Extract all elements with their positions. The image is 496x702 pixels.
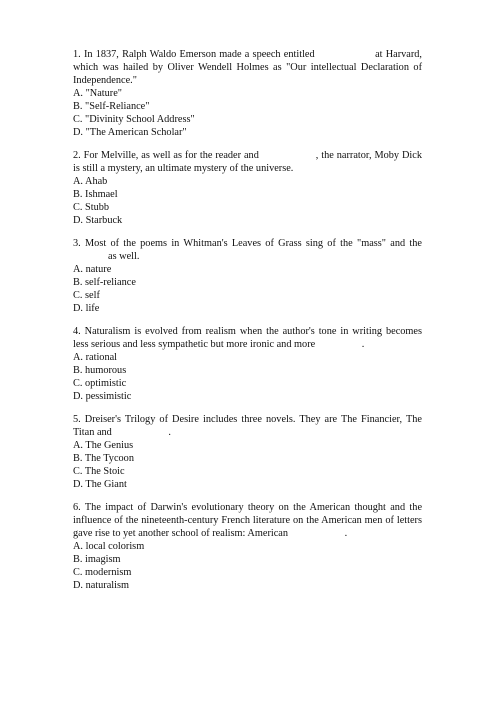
stem-text-before: Dreiser's Trilogy of Desire includes three novels. They are The Financier, The Titan and	[73, 414, 422, 438]
option-c: C. self	[73, 290, 100, 301]
stem-text-after: .	[344, 528, 348, 539]
question-5	[73, 413, 422, 491]
option-a: A. The Genius	[73, 440, 134, 451]
stem-text-before: For Melville, as well as for the reader and	[83, 150, 259, 161]
option-b: B. The Tycoon	[73, 453, 134, 464]
stem-text-before: Naturalism is evolved from realism when the author's tone in writing becomes less serious and less sympathetic but more ironic and more	[73, 326, 422, 350]
option-d: D. The Giant	[73, 479, 127, 490]
option-b: B. imagism	[73, 554, 121, 565]
option-a: A. rational	[73, 352, 118, 363]
question-stem	[73, 149, 422, 175]
stem-text-before: Most of the poems in Whitman's Leaves of Grass sing of the "mass" and the	[85, 238, 422, 249]
option-list	[73, 351, 422, 403]
stem-text-before: The impact of Darwin's evolutionary theory on the American thought and the influence of the nineteenth-century French literature on the American men of letters gave rise to yet another school of realism: American	[73, 502, 423, 539]
option-d: D. life	[73, 303, 100, 314]
option-c: C. The Stoic	[73, 466, 125, 477]
option-d: D. naturalism	[73, 580, 130, 591]
option-c: C. modernism	[73, 567, 132, 578]
option-a: A. Ahab	[73, 176, 108, 187]
question-4	[73, 325, 422, 403]
question-2	[73, 149, 422, 227]
option-c: C. optimistic	[73, 378, 127, 389]
question-3	[73, 237, 422, 315]
question-number: 3.	[73, 238, 81, 249]
question-stem	[73, 237, 422, 263]
option-list	[73, 87, 422, 139]
option-a: A. nature	[73, 264, 112, 275]
question-1	[73, 48, 422, 139]
option-d: D. Starbuck	[73, 215, 123, 226]
option-c: C. Stubb	[73, 202, 110, 213]
option-b: B. humorous	[73, 365, 127, 376]
question-stem	[73, 325, 422, 351]
option-b: B. Ishmael	[73, 189, 118, 200]
question-number: 4.	[73, 326, 81, 337]
option-a: A. local colorism	[73, 541, 145, 552]
option-list	[73, 540, 422, 592]
stem-text-after: .	[361, 339, 365, 350]
question-stem	[73, 413, 422, 439]
stem-text-after: .	[168, 427, 171, 438]
question-stem	[73, 501, 422, 540]
question-stem	[73, 48, 422, 87]
option-d: D. "The American Scholar"	[73, 127, 187, 138]
option-list	[73, 263, 422, 315]
question-list	[73, 48, 422, 602]
stem-text-after: at Harvard, which was hailed by Oliver Wendell Holmes as "Our intellectual Declaration of Independence."	[73, 49, 422, 86]
stem-text-before: In 1837, Ralph Waldo Emerson made a speech entitled	[83, 49, 315, 60]
option-b: B. "Self-Reliance"	[73, 101, 150, 112]
option-b: B. self-reliance	[73, 277, 136, 288]
question-number: 6.	[73, 502, 81, 513]
stem-text-after: , the narrator, Moby Dick is still a mystery, an ultimate mystery of the universe.	[73, 150, 422, 174]
option-list	[73, 439, 422, 491]
question-number: 2.	[73, 150, 81, 161]
option-c: C. "Divinity School Address"	[73, 114, 195, 125]
option-a: A. "Nature"	[73, 88, 123, 99]
question-number: 1.	[73, 49, 81, 60]
option-d: D. pessimistic	[73, 391, 132, 402]
option-list	[73, 175, 422, 227]
question-number: 5.	[73, 414, 81, 425]
stem-text-after: as well.	[108, 251, 140, 262]
question-6	[73, 501, 422, 592]
